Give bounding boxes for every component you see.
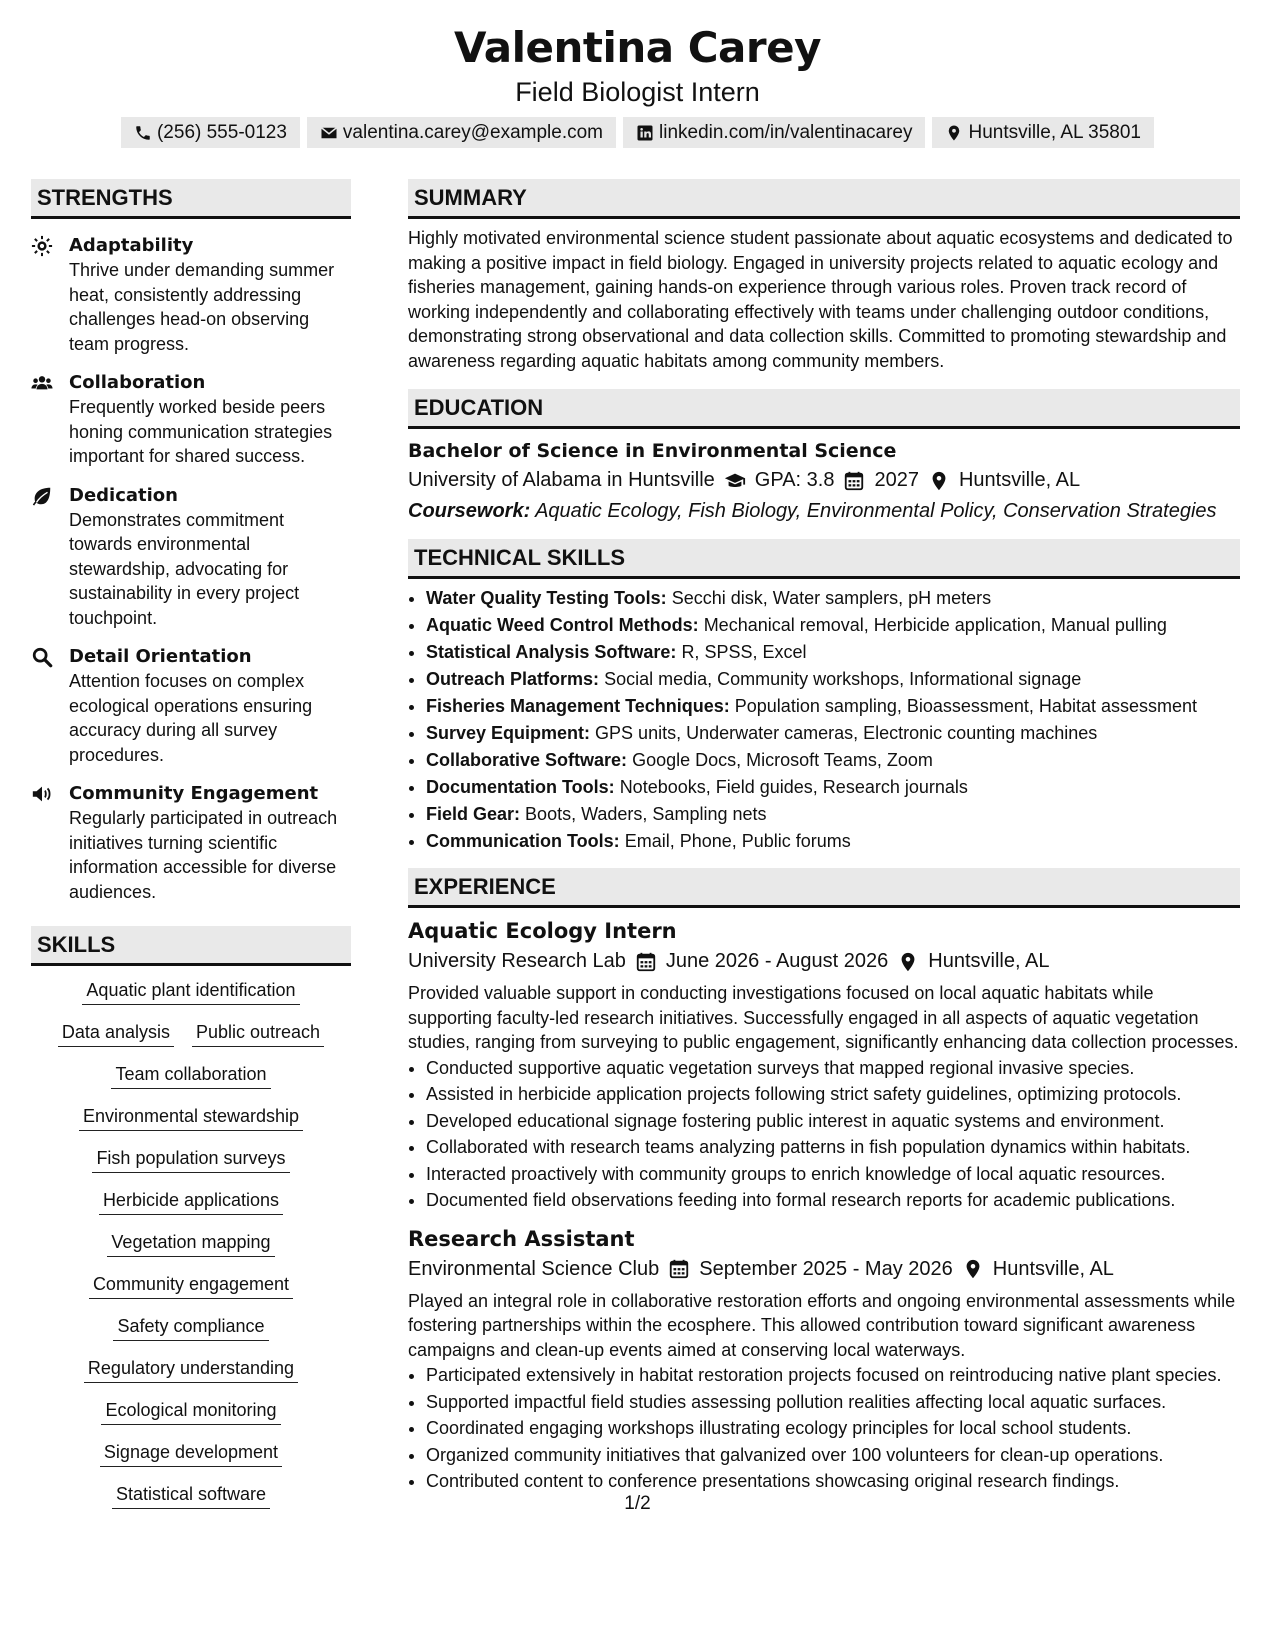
- experience-heading: EXPERIENCE: [408, 868, 1240, 908]
- map-pin-icon: [962, 1258, 984, 1280]
- skill-label: Field Gear:: [426, 804, 521, 824]
- skill-value: R, SPSS, Excel: [681, 642, 807, 662]
- list-item: [426, 693, 1240, 720]
- sun-icon: [31, 235, 53, 257]
- skill-tag: Statistical software: [112, 1482, 270, 1509]
- contact-bar: [0, 117, 1275, 148]
- school-name: University of Alabama in Huntsville: [408, 469, 715, 491]
- list-item: • Organized community initiatives that galvanized over 100 volunteers for clean-up operations.: [426, 1442, 1240, 1469]
- strength-desc: Regularly participated in outreach initiatives turning scientific information accessible for diverse audiences.: [69, 808, 338, 902]
- coursework: [408, 496, 1240, 526]
- strength-title: Community Engagement: [69, 783, 319, 804]
- candidate-name: Valentina Carey: [454, 23, 821, 72]
- skill-label: Statistical Analysis Software:: [426, 642, 677, 662]
- phone-icon: [134, 124, 152, 142]
- list-item: [426, 774, 1240, 801]
- skill-value: Secchi disk, Water samplers, pH meters: [671, 588, 992, 608]
- skills-heading: SKILLS: [31, 926, 351, 966]
- strength-desc: Demonstrates commitment towards environmental stewardship, advocating for sustainability in every project touchpoint.: [69, 509, 300, 628]
- strength-title: Dedication: [69, 484, 178, 506]
- list-item: • Participated extensively in habitat restoration projects focused on reintroducing native plant species.: [426, 1362, 1240, 1389]
- skill-value: Boots, Waders, Sampling nets: [525, 804, 767, 824]
- skill-tag: Environmental stewardship: [79, 1104, 303, 1131]
- skill-tag: Aquatic plant identification: [82, 978, 299, 1005]
- list-item: • Contributed content to conference presentations showcasing original research findings.: [426, 1468, 1240, 1495]
- skill-label: Water Quality Testing Tools:: [426, 588, 667, 608]
- job-summary: Provided valuable support in conducting investigations focused on local aquatic habitats while supporting faculty-led research initiatives. Successfully engaged in all aspects of aquatic vegetation studies, ranging from surveying to public engagement, significantly enhancing data collection processes.: [408, 983, 1239, 1052]
- skill-value: Social media, Community workshops, Informational signage: [604, 669, 1082, 689]
- strength-desc: Frequently worked beside peers honing communication strategies important for shared success.: [69, 397, 333, 466]
- graduation-cap-icon: [724, 470, 746, 492]
- contact-linkedin[interactable]: [623, 117, 925, 148]
- strengths-heading: STRENGTHS: [31, 179, 351, 219]
- skill-tag: Fish population surveys: [92, 1146, 289, 1173]
- coursework-list: Aquatic Ecology, Fish Biology, Environmental Policy, Conservation Strategies: [535, 500, 1217, 522]
- megaphone-icon: [31, 783, 53, 805]
- contact-email[interactable]: [307, 117, 616, 148]
- list-item: [426, 666, 1240, 693]
- degree-title: Bachelor of Science in Environmental Science: [408, 440, 897, 462]
- right-column: [408, 179, 1240, 1495]
- list-item: [426, 801, 1240, 828]
- skill-label: Outreach Platforms:: [426, 669, 600, 689]
- skill-tag: Vegetation mapping: [107, 1230, 274, 1257]
- list-item: [426, 747, 1240, 774]
- job-bullets: [408, 1055, 1240, 1214]
- skill-value: Mechanical removal, Herbicide application, Manual pulling: [703, 615, 1167, 635]
- list-item: • Collaborated with research teams analyzing patterns in fish population dynamics within habitats.: [426, 1134, 1240, 1161]
- page-number: 1/2: [624, 1493, 651, 1514]
- job-location: Huntsville, AL: [928, 950, 1050, 972]
- skill-label: Survey Equipment:: [426, 723, 591, 743]
- skill-label: Communication Tools:: [426, 831, 620, 851]
- skill-value: Google Docs, Microsoft Teams, Zoom: [632, 750, 933, 770]
- skill-tag: Safety compliance: [113, 1314, 268, 1341]
- job-meta: [408, 946, 1240, 977]
- job-summary: Played an integral role in collaborative restoration efforts and ongoing environmental assessments while fostering partnerships within the ecosphere. This allowed contribution toward significant awareness campaigns and clean-up events aimed at conserving local waterways.: [408, 1290, 1236, 1360]
- linkedin-text: linkedin.com/in/valentinacarey: [659, 122, 913, 143]
- list-item: [426, 720, 1240, 747]
- skill-label: Documentation Tools:: [426, 777, 615, 797]
- strength-title: Adaptability: [69, 235, 194, 256]
- summary-heading: SUMMARY: [408, 179, 1240, 219]
- school-location: Huntsville, AL: [958, 469, 1081, 491]
- gpa-text: GPA: 3.8: [754, 469, 835, 491]
- technical-skills-list: [408, 585, 1240, 855]
- job-meta: [408, 1254, 1240, 1285]
- coursework-label: Coursework:: [408, 500, 531, 522]
- list-item: • Supported impactful field studies assessing pollution realities affecting local aquatic surfaces.: [426, 1389, 1240, 1416]
- list-item: • Interacted proactively with community groups to enrich knowledge of local aquatic resources.: [426, 1161, 1240, 1188]
- skill-label: Collaborative Software:: [426, 750, 628, 770]
- list-item: • Conducted supportive aquatic vegetation surveys that mapped regional invasive species.: [426, 1055, 1240, 1082]
- job-org: University Research Lab: [408, 950, 626, 972]
- job-location: Huntsville, AL: [992, 1257, 1114, 1280]
- grad-year: 2027: [874, 469, 919, 491]
- job-title: Research Assistant: [408, 1226, 635, 1251]
- contact-phone[interactable]: [121, 117, 300, 148]
- linkedin-icon: [636, 124, 654, 142]
- location-text: Huntsville, AL 35801: [968, 122, 1141, 143]
- skill-tag: Team collaboration: [111, 1062, 270, 1089]
- skill-tag: Community engagement: [89, 1272, 293, 1299]
- skills-list: [31, 978, 351, 1509]
- strength-item: [31, 781, 351, 904]
- strength-item: [31, 233, 351, 356]
- calendar-icon: [635, 951, 657, 973]
- strength-title: Detail Orientation: [69, 646, 252, 667]
- education-meta: [408, 465, 1240, 496]
- skill-label: Fisheries Management Techniques:: [426, 696, 730, 716]
- envelope-icon: [320, 124, 338, 142]
- map-pin-icon: [928, 470, 950, 492]
- job-org: Environmental Science Club: [408, 1257, 660, 1280]
- calendar-icon: [668, 1258, 690, 1280]
- list-item: • Developed educational signage fostering public interest in aquatic systems and environment.: [426, 1108, 1240, 1135]
- job-bullets: [408, 1362, 1240, 1495]
- skill-tag: Ecological monitoring: [101, 1398, 280, 1425]
- leaf-icon: [31, 485, 53, 507]
- skill-value: Population sampling, Bioassessment, Habitat assessment: [734, 696, 1197, 716]
- list-item: [426, 585, 1240, 612]
- contact-location: [932, 117, 1154, 148]
- job-dates: June 2026 - August 2026: [665, 950, 889, 972]
- skill-value: Email, Phone, Public forums: [624, 831, 851, 851]
- email-text: valentina.carey@example.com: [342, 122, 603, 143]
- skill-tag: Data analysis: [58, 1020, 174, 1047]
- list-item: [426, 612, 1240, 639]
- strength-item: [31, 483, 351, 631]
- job-entry: [408, 916, 1240, 1214]
- search-icon: [31, 646, 53, 668]
- left-column: [31, 179, 351, 1509]
- skill-tag: Herbicide applications: [99, 1188, 283, 1215]
- users-icon: [31, 372, 53, 394]
- strength-item: [31, 644, 351, 767]
- strength-title: Collaboration: [69, 372, 206, 393]
- calendar-icon: [843, 470, 865, 492]
- strength-desc: Thrive under demanding summer heat, consistently addressing challenges head-on observing team progress.: [69, 260, 335, 354]
- list-item: • Assisted in herbicide application projects following strict safety guidelines, optimizing protocols.: [426, 1081, 1240, 1108]
- strength-item: [31, 370, 351, 469]
- list-item: • Coordinated engaging workshops illustrating ecology principles for local school students.: [426, 1415, 1240, 1442]
- list-item: [426, 828, 1240, 855]
- candidate-title: Field Biologist Intern: [515, 77, 760, 107]
- list-item: [426, 639, 1240, 666]
- resume-header: [0, 0, 1275, 148]
- skill-label: Aquatic Weed Control Methods:: [426, 615, 699, 635]
- strength-desc: Attention focuses on complex ecological operations ensuring accuracy during all survey procedures.: [69, 671, 313, 765]
- job-dates: September 2025 - May 2026: [699, 1257, 953, 1280]
- skill-value: GPS units, Underwater cameras, Electronic counting machines: [595, 723, 1098, 743]
- skill-tag: Signage development: [100, 1440, 282, 1467]
- map-pin-icon: [897, 951, 919, 973]
- skill-tag: Regulatory understanding: [84, 1356, 298, 1383]
- map-pin-icon: [945, 124, 963, 142]
- list-item: • Documented field observations feeding into formal research reports for academic publications.: [426, 1187, 1240, 1214]
- job-title: Aquatic Ecology Intern: [408, 919, 677, 943]
- phone-text: (256) 555-0123: [156, 122, 287, 143]
- technical-skills-heading: TECHNICAL SKILLS: [408, 539, 1240, 579]
- skill-tag: Public outreach: [192, 1020, 324, 1047]
- job-entry: [408, 1224, 1240, 1495]
- education-heading: EDUCATION: [408, 389, 1240, 429]
- skill-value: Notebooks, Field guides, Research journals: [619, 777, 968, 797]
- summary-text: Highly motivated environmental science student passionate about aquatic ecosystems and dedicated to making a positive impact in field biology. Engaged in university projects related to aquatic ecology and fisheries management, gaining hands-on experience through various roles. Proven track record of working independently and collaborating effectively with teams under challenging outdoor conditions, demonstrating strong observational and data collection skills. Committed to promoting stewardship and awareness regarding aquatic habitats among community members.: [408, 228, 1233, 371]
